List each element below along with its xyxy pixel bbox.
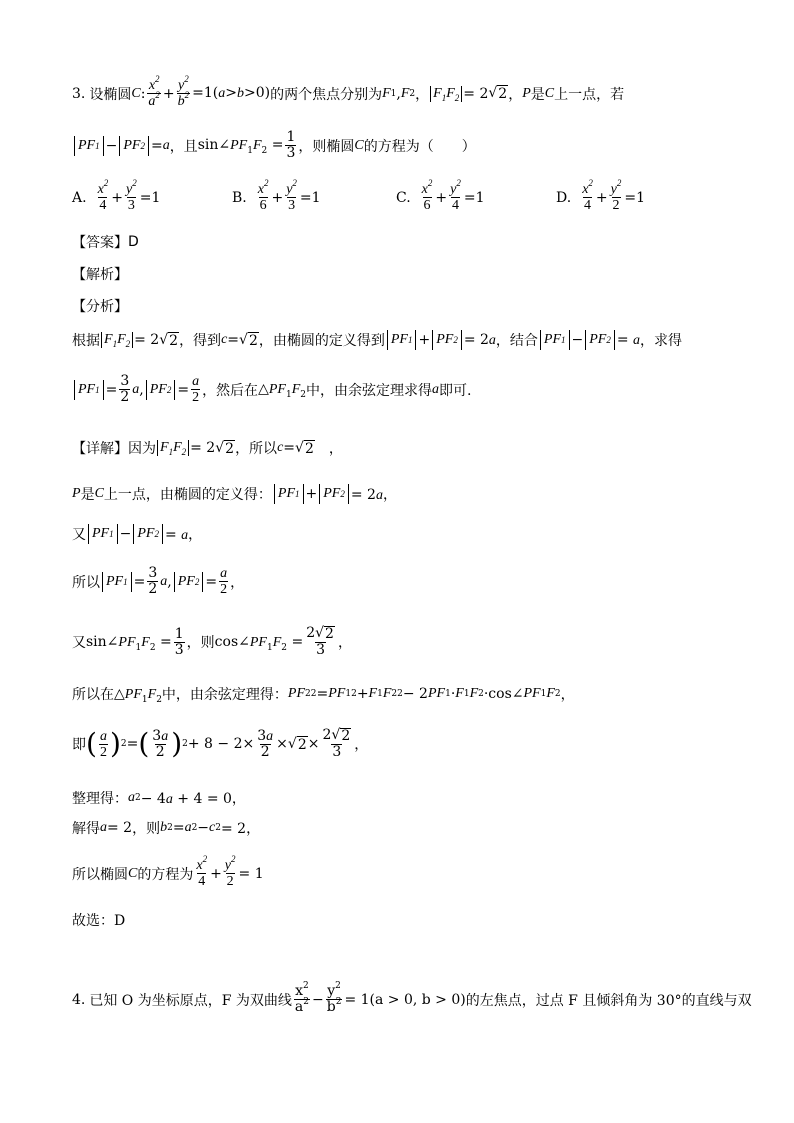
fraction-y2-b2: $\frac{y^2}{b^2}$ [177, 74, 190, 109]
detail-line-9: 解得 a = 2 ，则 b 2 = a 2 − c 2 = 2， [72, 820, 261, 837]
option-c[interactable]: C. $\frac{x^2}{6}$ + $\frac{y^2}{4}$ =1 [396, 178, 485, 213]
fenxi-heading: 【分析】 [72, 299, 128, 315]
detail-line-8: 整理得： a 2 − 4a + 4 = 0， [72, 790, 246, 807]
detail-line-7: 即 ( $\frac{a}{2}$ ) 2 = ( $\frac{3a}{2}$ ) 2 + 8 − 2× $\frac{3a}{2}$ × √ 2 × 2 √ 2 3 ， [72, 727, 369, 760]
detail-line-5: 又 $\sin\angle PF_1F_2$ = $\frac{1}{3}$ ，则 $\cos\angle PF_1F_2$ = 2 √ 2 3 ， [72, 625, 352, 658]
detail-line-4: 所以 PF 1 = $\frac{3}{2}$ a , PF 2 = $\frac{a}{2}$ ， [72, 565, 245, 597]
q3-text-2: 的两个焦点分别为 [270, 86, 383, 103]
detail-line-6: 所以在 $\triangle PF_1F_2$ 中，由余弦定理得： PF 2 2 = PF 1 2 + F 1 F 2 2 − 2 PF 1 · F 1 F 2 ·cos∠ PF 1 F 2 ， [72, 685, 575, 705]
q3-text-1: 设椭圆 [89, 86, 132, 103]
answer-line: 【答案】 D [72, 234, 139, 251]
fenxi-line-1: 根据 $F_1F_2$ = 2 √ 2 ，得到 c = √ 2 ，由椭圆的定义得到 PF 1 + PF 2 = 2a ，结合 PF 1 − PF 2 = a ，求得 [72, 331, 683, 349]
detail-line-11: 故选：D [72, 913, 126, 929]
detail-line-1: 【详解】 因为 $F_1F_2$ = 2 √ 2 ，所以 c = √ 2 ， [72, 439, 343, 457]
analysis-heading: 【解析】 [72, 267, 128, 283]
q4-stem-line-1: 4. 已知 O 为坐标原点，F 为双曲线 $\frac{x^2}{a^2}$ − $\frac{y^2}{b^2}$ = 1(a > 0, b > 0) 的左焦点，过点 F 且倾斜角为 30°的直线与双 [72, 981, 752, 1015]
option-d[interactable]: D. $\frac{x^2}{4}$ + $\frac{y^2}{2}$ =1 [556, 178, 645, 213]
detail-line-2: P 是 C 上一点，由椭圆的定义得： PF 1 + PF 2 = 2a， [72, 486, 397, 503]
fraction-x2-a2: $\frac{x^2}{a^2}$ [148, 74, 160, 109]
q3-stem-line-2: PF 1 − PF 2 = a ，且 $\sin\angle PF_1F_2$ = $\frac{1}{3}$ ，则椭圆 C 的方程为（ ） [72, 130, 476, 161]
fenxi-line-2: PF 1 = $\frac{3}{2}$ a , PF 2 = $\frac{a}{2}$ ，然后在 $\triangle PF_1F_2$ 中，由余弦定理求得 a 即可. [72, 374, 471, 405]
option-b[interactable]: B. $\frac{x^2}{6}$ + $\frac{y^2}{3}$ =1 [232, 178, 321, 213]
option-a[interactable]: A. $\frac{x^2}{4}$ + $\frac{y^2}{3}$ =1 [72, 178, 161, 213]
detail-line-3: 又 PF 1 − PF 2 = a， [72, 526, 203, 543]
q3-stem-line-1: 3. 设椭圆 C : $\frac{x^2}{a^2}$ + $\frac{y^2}{b^2}$ =1(a>b>0) 的两个焦点分别为 F 1 , F 2 ， $F_1F_2$ = 2 √ 2 ， P 是 C 上一点，若 [72, 74, 625, 109]
detail-line-10: 所以椭圆 C 的方程为 $\frac{x^2}{4}$ + $\frac{y^2}{2}$ = 1 [72, 854, 264, 889]
q3-number: 3. [72, 85, 86, 102]
